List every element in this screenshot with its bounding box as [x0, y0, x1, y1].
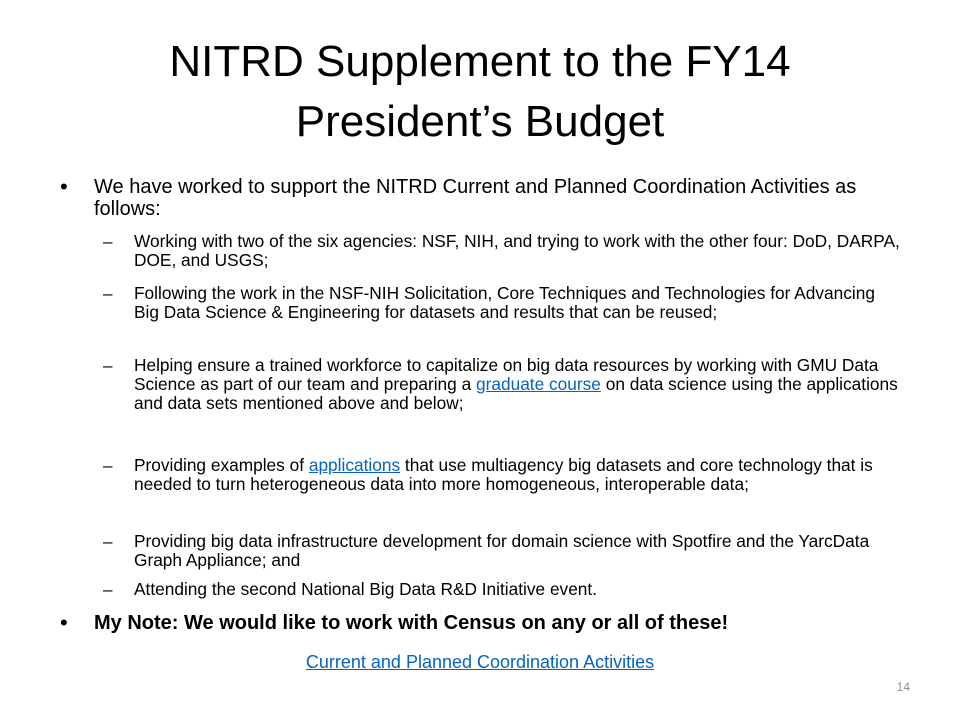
- subitem-infrastructure: Providing big data infrastructure development for domain science with Spotfire and the YarcData Graph Appliance; and: [134, 531, 870, 570]
- dash-icon: –: [103, 580, 113, 599]
- dash-icon: –: [103, 232, 113, 251]
- subitem-agencies: Working with two of the six agencies: NSF, NIH, and trying to work with the other four: DoD, DARPA, DOE, and USGS;: [134, 231, 900, 270]
- dash-icon: –: [103, 456, 113, 475]
- slide-title-line-2: President’s Budget: [295, 97, 665, 146]
- coordination-activities-link[interactable]: Current and Planned Coordination Activities: [305, 652, 655, 672]
- page-number: 14: [896, 680, 910, 694]
- subitem-workforce-text-after: on data science using the applications and data sets mentioned above and below;: [134, 374, 898, 413]
- slide-title-line-1: NITRD Supplement to the FY14: [169, 37, 791, 86]
- slide-title: [60, 32, 900, 152]
- dash-icon: –: [103, 284, 113, 303]
- dash-icon: –: [103, 356, 113, 375]
- bullet-icon: •: [60, 610, 68, 635]
- note-bullet-text: My Note: We would like to work with Census on any or all of these!: [94, 612, 729, 634]
- intro-bullet-text: We have worked to support the NITRD Current and Planned Coordination Activities as follows:: [94, 176, 857, 220]
- subitem-solicitation: Following the work in the NSF-NIH Solicitation, Core Techniques and Technologies for Advancing Big Data Science & Engineering for datasets and results that can be reused;: [134, 283, 875, 322]
- applications-link[interactable]: applications: [308, 455, 401, 475]
- bullet-icon: •: [60, 174, 68, 199]
- dash-icon: –: [103, 532, 113, 551]
- subitem-applications-text-after: that use multiagency big datasets and core technology that is needed to turn heterogeneous data into more homogeneous, interoperable data;: [134, 455, 873, 494]
- subitem-workforce: [134, 356, 904, 413]
- graduate-course-link[interactable]: graduate course: [476, 374, 601, 394]
- subitem-event: Attending the second National Big Data R&D Initiative event.: [134, 579, 598, 599]
- subitem-workforce-text-before: Helping ensure a trained workforce to capitalize on big data resources by working with GMU Data Science as part of our team and preparing a: [134, 355, 879, 394]
- subitem-applications-text-before: Providing examples of: [134, 455, 309, 475]
- footer-link-row: [0, 651, 960, 673]
- subitem-applications: [134, 456, 904, 494]
